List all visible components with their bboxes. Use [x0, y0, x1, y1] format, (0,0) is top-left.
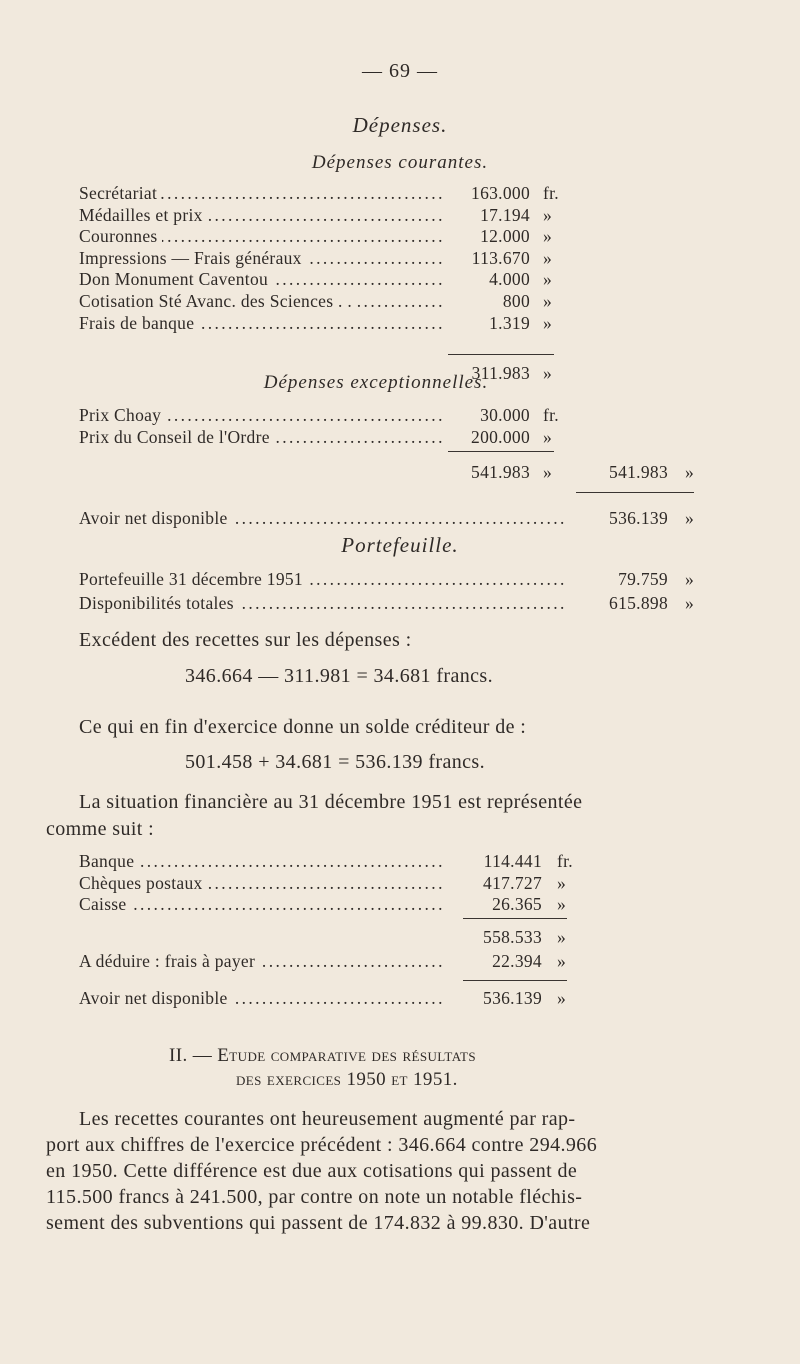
body-line: port aux chiffres de l'exercice précédent : 346.664 contre 294.966	[46, 1134, 598, 1156]
current-total-unit: »	[543, 363, 553, 383]
exceptional-total-rule	[448, 451, 554, 452]
situation-label: Caisse	[79, 894, 131, 914]
current-total-amount: 311.983	[471, 363, 530, 383]
situation-label: Chèques postaux	[79, 873, 207, 893]
situation-subtotal-rule	[463, 918, 567, 919]
current-expense-unit: »	[543, 204, 553, 225]
current-expense-row	[79, 247, 799, 269]
portfolio-heading: Portefeuille.	[341, 533, 459, 557]
current-expense-label: Don Monument Caventou	[79, 269, 272, 289]
exceptional-expense-row	[79, 426, 799, 448]
situation-label: Banque	[79, 851, 138, 871]
portfolio-amount: 615.898	[609, 593, 668, 613]
situation-row	[79, 850, 799, 872]
portfolio-label: Portefeuille 31 décembre 1951	[79, 569, 307, 589]
situation-amount: 417.727	[483, 872, 542, 893]
situation-row	[79, 872, 799, 894]
portfolio-unit: »	[685, 593, 695, 613]
current-expense-label: Secrétariat	[79, 183, 161, 203]
current-expense-amount: 163.000	[471, 183, 530, 203]
net-available-unit-2: »	[557, 988, 567, 1008]
page-number: — 69 —	[362, 60, 438, 82]
body-line: 115.500 francs à 241.500, par contre on note un notable fléchis-	[46, 1186, 583, 1208]
current-expense-row	[79, 290, 799, 312]
portfolio-label: Disponibilités totales	[79, 593, 238, 613]
exceptional-expense-unit: »	[543, 426, 553, 447]
net-available-amount-2: 536.139	[483, 988, 542, 1008]
current-expense-unit: »	[543, 291, 553, 311]
deduct-unit: »	[557, 951, 567, 971]
current-expense-amount: 17.194	[480, 204, 530, 225]
situation-unit: »	[557, 894, 567, 915]
current-expense-amount: 113.670	[471, 247, 530, 268]
current-expense-unit: »	[543, 226, 553, 247]
current-expense-row	[79, 225, 799, 247]
balance-equation: 501.458 + 34.681 = 536.139 francs.	[185, 751, 486, 773]
situation-amount: 26.365	[492, 894, 542, 915]
current-expenses-heading: Dépenses courantes.	[311, 152, 489, 173]
excess-equation: 346.664 — 311.981 = 34.681 francs.	[185, 665, 493, 687]
body-line: Les recettes courantes ont heureusement augmenté par rap-	[79, 1108, 576, 1130]
deduct-rule	[463, 980, 567, 981]
section-2-heading-line-1: II. — Etude comparative des résultats	[169, 1045, 477, 1066]
portfolio-row	[79, 568, 799, 590]
situation-amount: 114.441	[483, 851, 542, 871]
current-expense-unit: »	[543, 312, 553, 333]
grand-total-amount: 541.983	[471, 462, 530, 482]
net-available-row-1	[79, 507, 799, 529]
current-total-rule	[448, 354, 554, 355]
current-expense-row	[79, 312, 799, 334]
net-available-label-2: Avoir net disponible	[79, 988, 232, 1008]
exceptional-expenses-heading: Dépenses exceptionnelles.	[263, 372, 489, 393]
current-expense-amount: 800	[502, 291, 530, 311]
page-title: Dépenses.	[352, 113, 448, 137]
current-expense-label: Impressions — Frais généraux	[79, 248, 306, 268]
exceptional-expense-unit: fr.	[543, 405, 559, 425]
current-expense-unit: »	[543, 269, 553, 290]
current-expense-label: Cotisation Sté Avanc. des Sciences . .	[79, 291, 356, 311]
situation-unit: fr.	[557, 851, 573, 871]
body-line: sement des subventions qui passent de 174.832 à 99.830. D'autre	[46, 1212, 591, 1234]
current-expense-label: Couronnes	[79, 226, 162, 246]
grand-total-amount-right: 541.983	[609, 462, 668, 482]
current-expense-unit: »	[543, 247, 553, 268]
net-available-amount-1: 536.139	[609, 508, 668, 528]
current-expense-amount: 1.319	[489, 312, 530, 333]
exceptional-expense-row	[79, 404, 799, 426]
situation-row	[79, 893, 799, 915]
current-expense-amount: 4.000	[489, 269, 530, 290]
excess-text: Excédent des recettes sur les dépenses :	[79, 629, 412, 651]
deduct-row	[79, 950, 799, 972]
portfolio-amount: 79.759	[618, 569, 668, 589]
grand-total-rule-right	[576, 492, 694, 493]
section-2-heading-line-2: des exercices 1950 et 1951.	[236, 1069, 458, 1090]
deduct-label: A déduire : frais à payer	[79, 951, 259, 971]
net-available-label-1: Avoir net disponible	[79, 508, 232, 528]
portfolio-row	[79, 592, 799, 614]
current-expense-row	[79, 268, 799, 290]
grand-total-row	[0, 461, 800, 483]
situation-unit: »	[557, 872, 567, 893]
situation-text-line-1: La situation financière au 31 décembre 1951 est représentée	[79, 791, 583, 813]
current-expense-row	[79, 182, 799, 204]
net-available-unit-1: »	[685, 508, 695, 528]
situation-subtotal-unit: »	[557, 927, 567, 947]
balance-text: Ce qui en fin d'exercice donne un solde créditeur de :	[79, 716, 527, 738]
net-available-row-2	[79, 987, 799, 1009]
current-expense-row	[79, 204, 799, 226]
current-expense-amount: 12.000	[480, 226, 530, 247]
current-expense-label: Médailles et prix	[79, 205, 207, 225]
grand-total-unit: »	[543, 462, 553, 482]
current-expense-unit: fr.	[543, 183, 559, 203]
current-expense-label: Frais de banque	[79, 313, 198, 333]
situation-text-line-2: comme suit :	[46, 818, 155, 840]
deduct-amount: 22.394	[492, 951, 542, 971]
grand-total-unit-right: »	[685, 462, 695, 482]
exceptional-expense-label: Prix du Conseil de l'Ordre	[79, 427, 274, 447]
exceptional-expense-label: Prix Choay	[79, 405, 165, 425]
situation-subtotal-row	[0, 926, 800, 948]
body-line: en 1950. Cette différence est due aux cotisations qui passent de	[46, 1160, 578, 1182]
exceptional-expense-amount: 200.000	[471, 426, 530, 447]
situation-subtotal-amount: 558.533	[483, 927, 542, 947]
exceptional-expense-amount: 30.000	[480, 405, 530, 425]
portfolio-unit: »	[685, 569, 695, 589]
